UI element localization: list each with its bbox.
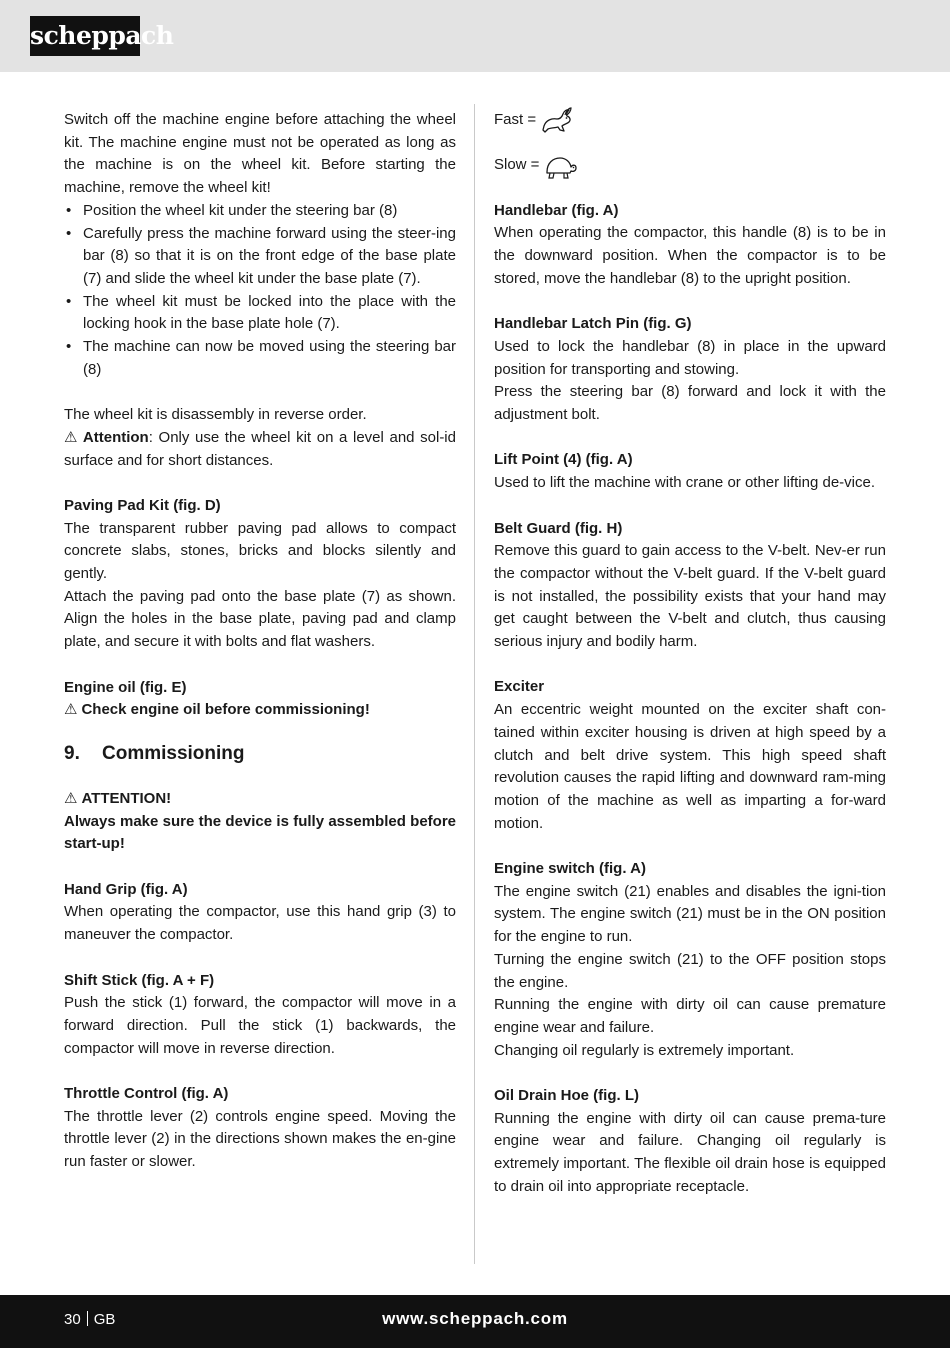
hand-grip-text: When operating the compactor, use this hand grip (3) to maneuver the compactor. — [64, 903, 456, 944]
fast-legend — [494, 109, 886, 132]
paving-pad-text: The transparent rubber paving pad allows to compact concrete slabs, stones, bricks and blocks silently and gently. — [64, 519, 456, 583]
disassembly-note: The wheel kit is disassembly in reverse order. — [64, 406, 367, 424]
throttle-text: The throttle lever (2) controls engine speed. Moving the throttle lever (2) in the directions shown makes the en-gine run faster or slower. — [64, 1107, 456, 1171]
belt-guard-heading: Belt Guard (fig. H) — [494, 519, 623, 537]
engine-oil-warning — [64, 699, 456, 722]
page-header — [0, 0, 950, 72]
paving-pad-text: Attach the paving pad onto the base plate (7) as shown. Align the holes in the base plate, paving pad and clamp plate, and secure it with bolts and flat washers. — [64, 587, 456, 651]
belt-guard-text: Remove this guard to gain access to the V-belt. Nev-er run the compactor without the V-belt guard. If the V-belt guard is not installed, the possibility exists that your hand may get caught between the V-belt and clutch, thus causing serious injury and bodily harm. — [494, 542, 886, 651]
engine-oil-warning-text: Check engine oil before commissioning! — [81, 701, 370, 719]
engine-oil-heading: Engine oil (fig. E) — [64, 678, 187, 696]
throttle-heading: Throttle Control (fig. A) — [64, 1085, 229, 1103]
page-footer — [0, 1295, 950, 1348]
exciter-heading: Exciter — [494, 678, 545, 696]
list-item: • Carefully press the machine forward using the steer-ing bar (8) so that it is on the front edge of the base plate (7) and slide the wheel kit under the base plate (7). — [64, 223, 456, 291]
engine-switch-text: The engine switch (21) enables and disables the igni-tion system. The engine switch (21) must be in the ON position for the engine to run. — [494, 882, 886, 946]
right-column — [494, 109, 886, 1199]
attention-text: : Only use the wheel kit on a level and sol-id surface and for short distances. — [64, 428, 456, 469]
wheel-kit-intro: Switch off the machine engine before attaching the wheel kit. The machine engine must not be operated as long as the machine is on the wheel kit. Before starting the machine, remove the wheel kit! — [64, 111, 456, 197]
engine-switch-text: Running the engine with dirty oil can cause premature engine wear and failure. — [494, 996, 886, 1036]
slow-label: Slow = — [494, 156, 540, 174]
exciter-text: An eccentric weight mounted on the exciter shaft con-tained within exciter housing is driven at high speed by a clutch and belt drive system. This high speed shaft revolution causes the rapid lifting and downward ram-ming motion of the machine as well as imparting a for-ward motion. — [494, 701, 886, 832]
lift-point-text: Used to lift the machine with crane or other lifting de-vice. — [494, 474, 876, 492]
warning-icon: ⚠ — [64, 789, 78, 807]
column-divider — [474, 104, 475, 1264]
hand-grip-heading: Hand Grip (fig. A) — [64, 880, 188, 898]
assembled-warning: Always make sure the device is fully assembled before start-up! — [64, 812, 456, 853]
paving-pad-heading: Paving Pad Kit (fig. D) — [64, 496, 221, 514]
section-number: 9. — [64, 742, 80, 764]
shift-stick-text: Push the stick (1) forward, the compactor will move in a forward direction. Pull the stick (1) backwards, the compactor will move in reverse direction. — [64, 994, 456, 1057]
engine-switch-heading: Engine switch (fig. A) — [494, 860, 646, 878]
handlebar-text: When operating the compactor, this handle (8) is to be in the downward position. When the compactor is to be stored, move the handlebar (8) to the upright position. — [494, 224, 886, 287]
oil-drain-text: Running the engine with dirty oil can cause prema-ture engine wear and failure. Changing oil regularly is extremely important. The flexible oil drain hose is equipped to drain oil into appropriate receptacle. — [494, 1109, 886, 1195]
list-item: • The wheel kit must be locked into the place with the locking hook in the base plate hole (7). — [64, 291, 456, 336]
engine-switch-text: Turning the engine switch (21) to the OFF position stops the engine. — [494, 950, 886, 991]
attention-note — [64, 427, 456, 472]
engine-switch-text: Changing oil regularly is extremely important. — [494, 1041, 795, 1059]
list-item: • The machine can now be moved using the steering bar (8) — [64, 336, 456, 381]
attention-label: Attention — [82, 428, 149, 446]
lift-point-heading: Lift Point (4) (fig. A) — [494, 451, 633, 469]
latch-pin-text: Used to lock the handlebar (8) in place in the upward position for transporting and stowing. — [494, 337, 886, 378]
brand-logo: scheppach — [30, 16, 140, 56]
wheel-kit-steps — [64, 200, 456, 382]
latch-pin-text: Press the steering bar (8) forward and lock it with the adjustment bolt. — [494, 383, 886, 424]
warning-icon: ⚠ — [64, 428, 79, 446]
latch-pin-heading: Handlebar Latch Pin (fig. G) — [494, 315, 692, 333]
left-column — [64, 109, 456, 1174]
rabbit-icon — [540, 106, 574, 134]
attention-heading — [64, 788, 456, 811]
fast-label: Fast = — [494, 111, 537, 128]
page-number: 30 — [64, 1311, 81, 1328]
handlebar-heading: Handlebar (fig. A) — [494, 201, 619, 219]
shift-stick-heading: Shift Stick (fig. A + F) — [64, 971, 215, 989]
list-item: • Position the wheel kit under the steering bar (8) — [64, 200, 456, 223]
warning-icon: ⚠ — [64, 701, 78, 719]
section-heading — [64, 742, 456, 766]
turtle-icon — [543, 152, 577, 180]
language-code: GB — [93, 1311, 116, 1328]
attention-caps-text: ATTENTION! — [81, 789, 172, 807]
section-title: Commissioning — [102, 742, 245, 764]
oil-drain-heading: Oil Drain Hoe (fig. L) — [494, 1087, 639, 1105]
website-link[interactable]: www.scheppach.com — [382, 1309, 568, 1328]
slow-legend — [494, 154, 886, 177]
